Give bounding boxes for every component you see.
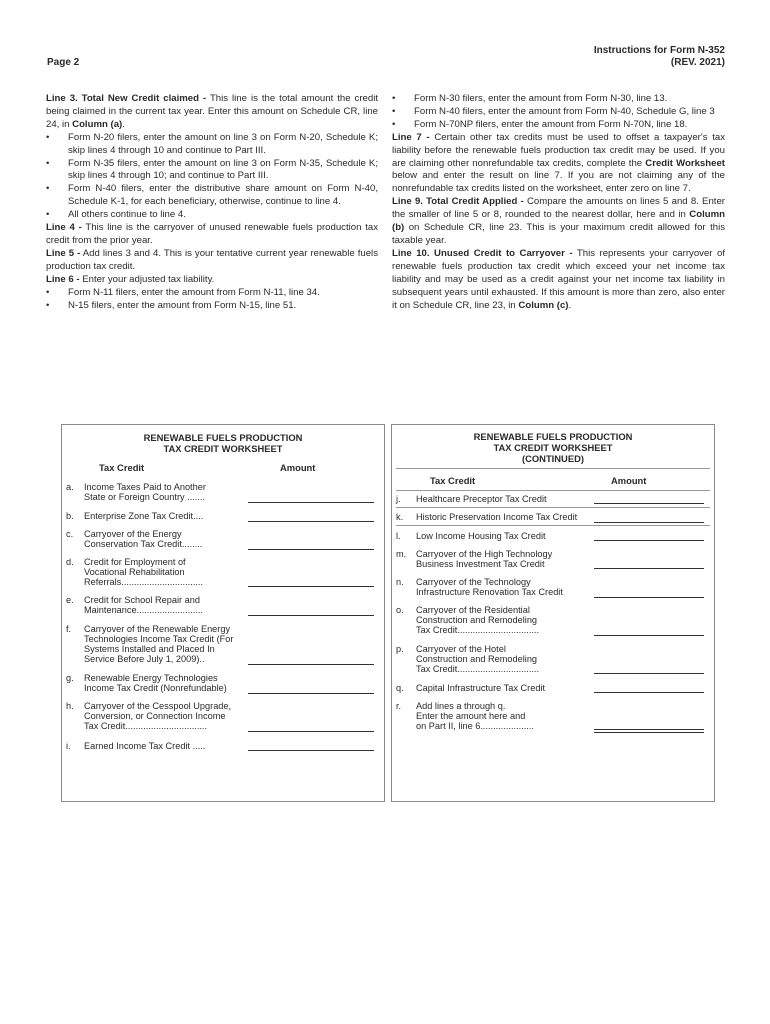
- line3-heading: Line 3. Total New Credit claimed -: [46, 93, 207, 104]
- worksheet-title-line: RENEWABLE FUELS PRODUCTION: [473, 431, 633, 442]
- item-letter: c.: [66, 529, 74, 539]
- line6-bullet: • Form N-30 filers, enter the amount from Form N-30, line 13.: [392, 93, 725, 106]
- amount-line-d[interactable]: [248, 586, 374, 587]
- worksheet-continued-box: [391, 424, 715, 802]
- amount-line-e[interactable]: [248, 615, 374, 616]
- line3-bullet: • Form N-35 filers, enter the amount on line 3 on Form N-35, Schedule K; skip lines 4 through 10; and continue to Part III.: [46, 158, 378, 184]
- item-label: Healthcare Preceptor Tax Credit: [416, 494, 547, 504]
- item-label: Carryover of the Renewable Energy Technologies Income Tax Credit (For Systems Installed and Placed In Service Before July 1, 2009)..: [84, 624, 234, 664]
- line5-heading: Line 5 -: [46, 247, 81, 259]
- row-divider: [396, 525, 710, 526]
- item-label: Add lines a through q. Enter the amount here and on Part II, line 6.....................: [416, 701, 534, 731]
- header-divider: [396, 490, 710, 491]
- line4-paragraph: [46, 222, 378, 248]
- form-title-block: [594, 45, 725, 69]
- item-letter: h.: [66, 701, 74, 711]
- item-label: Enterprise Zone Tax Credit....: [84, 511, 204, 521]
- tax-credit-column-header: Tax Credit: [430, 475, 476, 486]
- worksheet-title-line: (CONTINUED): [522, 453, 584, 464]
- amount-line-i[interactable]: [248, 750, 374, 751]
- line5-text: Add lines 3 and 4. This is your tentative current year renewable fuels production tax credit.: [46, 247, 378, 272]
- item-letter: f.: [66, 624, 72, 634]
- item-label: Carryover of the Technology Infrastructure Renovation Tax Credit: [416, 577, 563, 597]
- item-letter: d.: [66, 557, 74, 567]
- amount-line-g[interactable]: [248, 693, 374, 694]
- amount-line-q[interactable]: [594, 692, 704, 693]
- amount-column-header: Amount: [611, 475, 647, 486]
- item-letter: i.: [66, 741, 71, 751]
- title-divider: [396, 468, 710, 469]
- form-title: Instructions for Form N-352: [593, 45, 725, 56]
- line9-heading: Line 9. Total Credit Applied -: [392, 196, 524, 208]
- line9-column-ref: Column (b): [392, 209, 725, 234]
- amount-line-f[interactable]: [248, 664, 374, 665]
- amount-line-n[interactable]: [594, 597, 704, 598]
- line3-end: .: [122, 118, 125, 130]
- line3-column-ref: Column (a): [72, 118, 123, 130]
- item-letter: b.: [66, 511, 74, 521]
- page-number: Page 2: [47, 57, 80, 68]
- item-label: Income Taxes Paid to Another State or Foreign Country .......: [84, 482, 206, 502]
- amount-line-j[interactable]: [594, 503, 704, 504]
- line6-bullet: • Form N-40 filers, enter the amount from Form N-40, Schedule G, line 3: [392, 106, 725, 119]
- tax-credit-column-header: Tax Credit: [99, 462, 145, 473]
- line7-paragraph: [392, 132, 725, 197]
- item-letter: k.: [396, 512, 404, 522]
- line7-heading: Line 7 -: [392, 131, 430, 143]
- amount-line-c[interactable]: [248, 549, 374, 550]
- item-label: Capital Infrastructure Tax Credit: [416, 683, 546, 693]
- line3-paragraph: [46, 93, 378, 132]
- line7-text-b: below and enter the result on line 7. If you are not claiming any of the nonrefundable tax credits listed on the worksheet, enter zero on line 7.: [392, 170, 725, 195]
- line3-text: This line is the total amount the credit being claimed in the current tax year. Enter this amount on Schedule CR, line 24, in: [46, 93, 378, 130]
- line6-text: Enter your adjusted tax liability.: [79, 273, 215, 285]
- item-label: Low Income Housing Tax Credit: [416, 531, 546, 541]
- item-letter: p.: [396, 644, 404, 654]
- form-revision: (REV. 2021): [670, 57, 725, 68]
- amount-line-k[interactable]: [594, 522, 704, 523]
- line6-bullet: • Form N-11 filers, enter the amount from Form N-11, line 34.: [46, 287, 378, 300]
- line9-paragraph: [392, 196, 725, 248]
- item-letter: l.: [396, 531, 401, 541]
- amount-line-o[interactable]: [594, 635, 704, 636]
- line5-paragraph: [46, 248, 378, 274]
- line10-end: .: [568, 299, 572, 311]
- line3-bullet: • Form N-40 filers, enter the distributive share amount on Form N-40, Schedule K-1, for each beneficiary, otherwise, continue to line 4.: [46, 183, 378, 209]
- worksheet-title-line: TAX CREDIT WORKSHEET: [493, 442, 613, 453]
- instructions-right-column: [392, 93, 725, 312]
- item-letter: j.: [396, 494, 401, 504]
- instructions-left-column: [46, 93, 378, 312]
- amount-line-b[interactable]: [248, 521, 374, 522]
- amount-column-header: Amount: [280, 462, 316, 473]
- line6-paragraph: [46, 274, 378, 287]
- amount-line-p[interactable]: [594, 673, 704, 674]
- item-letter: n.: [396, 577, 404, 587]
- item-label: Credit for School Repair and Maintenance..........................: [84, 595, 203, 615]
- item-letter: m.: [396, 549, 407, 559]
- item-label: Renewable Energy Technologies Income Tax Credit (Nonrefundable): [84, 673, 227, 693]
- item-letter: e.: [66, 595, 74, 605]
- amount-line-m[interactable]: [594, 568, 704, 569]
- line7-text-a: Certain other tax credits must be used to offset a taxpayer's tax liability before the renewable fuels production tax credit may be used. If you are claiming other nonrefundable tax credits, complete the: [392, 131, 725, 169]
- item-label: Carryover of the High Technology Business Investment Tax Credit: [416, 549, 553, 569]
- line4-text: This line is the carryover of unused renewable fuels production tax credit from the prior year.: [46, 222, 378, 246]
- line6-bullet: • N-15 filers, enter the amount from Form N-15, line 51.: [46, 300, 378, 313]
- item-letter: a.: [66, 482, 74, 492]
- item-label: Historic Preservation Income Tax Credit: [416, 512, 578, 522]
- item-letter: r.: [396, 701, 402, 711]
- item-label: Carryover of the Hotel Construction and Remodeling Tax Credit................................: [416, 644, 540, 674]
- line9-text-a: Compare the amounts on lines 5 and 8. Enter the smaller of line 5 or 8, rounded to the nearest dollar, here and in: [392, 196, 725, 221]
- line10-paragraph: [392, 248, 725, 313]
- item-letter: g.: [66, 673, 74, 683]
- item-label: Carryover of the Cesspool Upgrade, Conversion, or Connection Income Tax Credit................................: [84, 701, 232, 731]
- line6-bullet: • Form N-70NP filers, enter the amount from Form N-70N, line 18.: [392, 119, 725, 132]
- worksheet-box: [61, 424, 385, 802]
- item-label: Carryover of the Energy Conservation Tax Credit........: [84, 529, 203, 549]
- line6-heading: Line 6 -: [46, 273, 80, 285]
- line10-heading: Line 10. Unused Credit to Carryover -: [392, 247, 573, 259]
- amount-line-a[interactable]: [248, 502, 374, 503]
- worksheet-title-line: RENEWABLE FUELS PRODUCTION: [143, 432, 303, 443]
- line3-bullet: • Form N-20 filers, enter the amount on line 3 on Form N-20, Schedule K; skip lines 4 through 10 and continue to Part III.: [46, 132, 378, 158]
- worksheet-title: [392, 431, 714, 464]
- item-letter: q.: [396, 683, 404, 693]
- row-divider: [396, 507, 710, 508]
- amount-total-line-r[interactable]: [594, 729, 704, 733]
- credit-worksheet-ref: Credit Worksheet: [645, 157, 725, 169]
- item-letter: o.: [396, 605, 404, 615]
- amount-line-l[interactable]: [594, 540, 704, 541]
- amount-line-h[interactable]: [248, 731, 374, 732]
- item-label: Credit for Employment of Vocational Rehabilitation Referrals................................: [84, 557, 203, 587]
- item-label: Carryover of the Residential Construction and Remodeling Tax Credit................................: [416, 605, 540, 635]
- worksheet-title-line: TAX CREDIT WORKSHEET: [163, 443, 283, 454]
- line9-text-b: on Schedule CR, line 23. This is your maximum credit allowed for this taxable year.: [392, 222, 725, 246]
- line10-column-ref: Column (c): [518, 299, 569, 311]
- line3-bullet: • All others continue to line 4.: [46, 209, 378, 222]
- line4-heading: Line 4 -: [46, 222, 82, 234]
- item-label: Earned Income Tax Credit .....: [84, 741, 206, 751]
- worksheet-title: [62, 432, 384, 454]
- line10-text: This represents your carryover of renewable fuels production tax credit which exceed your net income tax liability and may be used as a credit against your net income tax liability in subsequent years until exhausted. If this amount is more than zero, also enter it on Schedule CR, line 23, in: [392, 247, 725, 311]
